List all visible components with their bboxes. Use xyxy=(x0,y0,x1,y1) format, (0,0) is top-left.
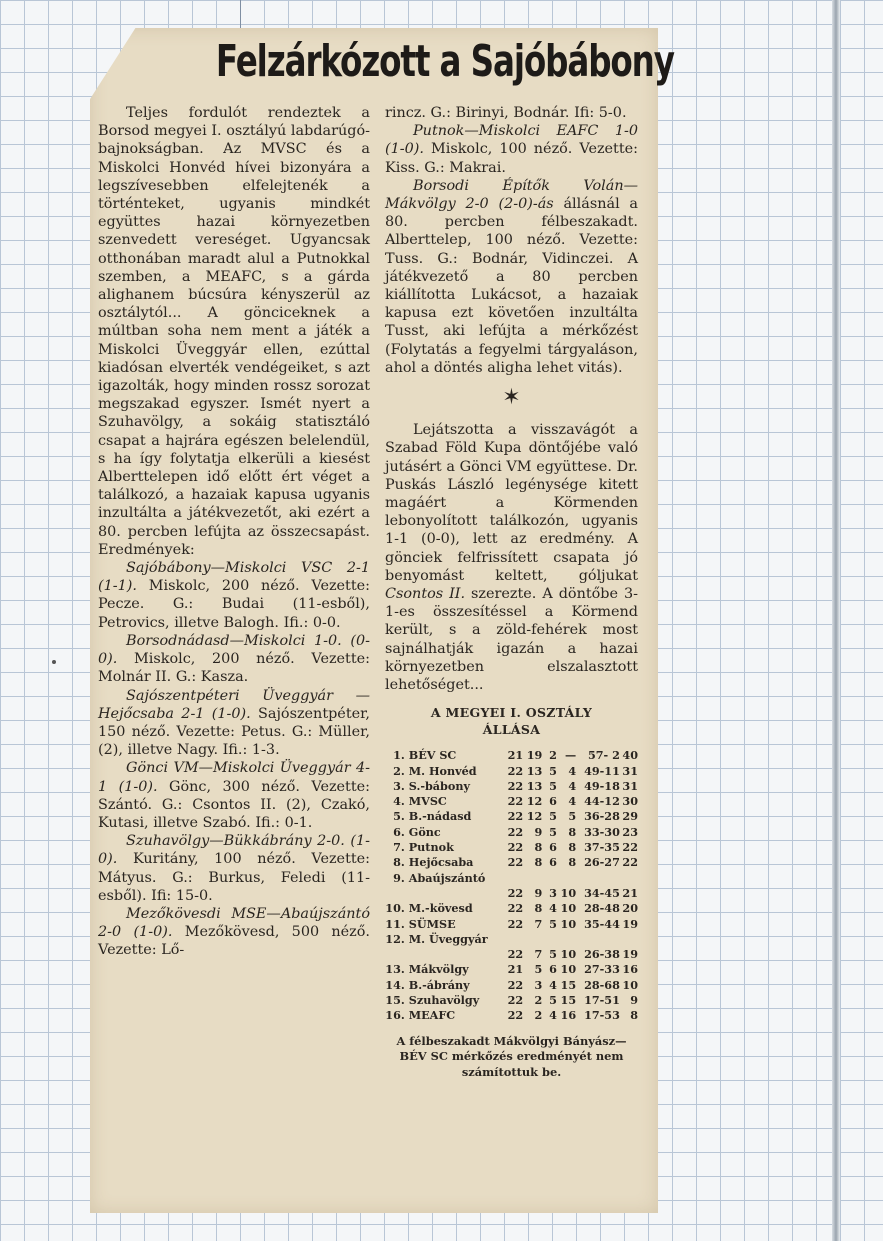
standings-position: 8. xyxy=(393,855,405,870)
standings-goals: 17-51 xyxy=(584,993,620,1008)
standings-goals: 27-33 xyxy=(584,962,620,977)
standings-lost xyxy=(557,871,576,886)
standings-row xyxy=(385,871,638,886)
match-result xyxy=(98,759,370,832)
standings-drawn: 4 xyxy=(549,977,557,992)
standings-table xyxy=(385,748,638,1023)
standings-points: 31 xyxy=(622,763,638,778)
standings-title xyxy=(385,704,638,738)
standings-lost: 8 xyxy=(568,840,577,855)
standings-played: 22 xyxy=(507,901,524,916)
standings-drawn xyxy=(542,871,557,886)
match-title: Putnok—Miskolci EAFC 1-0 (1-0). xyxy=(385,123,638,158)
standings-played: 22 xyxy=(507,794,524,809)
standings-points: 23 xyxy=(622,824,638,839)
cup-story-text-end: szerezte. A döntőbe 3-1-es összesítéssel a Körmend került, s a zöld-fehérek most sajnálhatják igazán a hazai környezetben elszalasztott lehetőséget... xyxy=(385,586,638,694)
match-detail: Miskolc, 100 néző. Vezette: Kiss. G.: Makrai. xyxy=(385,141,638,176)
standings-team: Mákvölgy xyxy=(408,962,469,977)
standings-played: 22 xyxy=(507,947,524,962)
standings-drawn: 5 xyxy=(549,916,557,931)
standings-position: 2. xyxy=(393,763,405,778)
standings-points: 16 xyxy=(622,962,638,977)
standings-lost: 16 xyxy=(560,1008,577,1023)
standings-points: 8 xyxy=(630,1008,638,1023)
standings-won: 8 xyxy=(534,855,543,870)
standings-points: 22 xyxy=(622,840,638,855)
standings-row xyxy=(385,809,638,824)
standings-position xyxy=(385,886,405,901)
standings-row xyxy=(385,794,638,809)
standings-position: 16. xyxy=(385,1008,405,1023)
standings-points: 9 xyxy=(630,993,638,1008)
article-headline: Felzárkózott a Sajóbábony xyxy=(215,36,674,87)
standings-points xyxy=(620,871,638,886)
standings-drawn: 6 xyxy=(549,855,557,870)
standings-goals xyxy=(576,932,620,947)
standings-lost: 4 xyxy=(568,794,577,809)
standings-position: 4. xyxy=(393,794,405,809)
standings-lost: 5 xyxy=(568,809,577,824)
standings-won: 7 xyxy=(534,947,543,962)
standings-lost: 10 xyxy=(560,962,577,977)
standings-goals: 34-45 xyxy=(584,885,620,900)
standings-drawn: 6 xyxy=(549,840,557,855)
standings-goals: 26-38 xyxy=(584,947,620,962)
standings-played: 21 xyxy=(507,748,524,763)
standings-won: 9 xyxy=(534,824,543,839)
standings-won: 5 xyxy=(534,962,543,977)
standings-points: 19 xyxy=(622,916,638,931)
standings-drawn xyxy=(542,932,557,947)
standings-team: B.-nádasd xyxy=(408,809,472,824)
standings-drawn: 6 xyxy=(549,962,557,977)
standings-points: 31 xyxy=(622,778,638,793)
cup-story-text: Lejátszotta a visszavágót a Szabad Föld Kupa döntőjébe való jutásért a Gönci VM együttese. Dr. Puskás László legénysége kitett magáért a Körmenden lebonyolított találkozón, ugyanis 1-1 (0-0), lett az eredmény. A gönciek felfrissített csapata jó benyomást keltett, góljukat xyxy=(385,422,638,584)
match-title: Sajószentpéteri Üveggyár —Hejőcsaba 2-1 (1-0). xyxy=(98,687,370,722)
match-title: Sajóbábony—Miskolci VSC 2-1 (1-1). xyxy=(98,560,370,595)
standings-played: 22 xyxy=(507,855,524,870)
standings-played: 22 xyxy=(507,977,524,992)
standings-played: 21 xyxy=(507,962,524,977)
standings-played xyxy=(504,932,523,947)
match-detail: Miskolc, 200 néző. Vezette: Molnár II. G.: Kasza. xyxy=(98,651,370,686)
standings-drawn: 5 xyxy=(549,947,557,962)
standings-won: 7 xyxy=(534,916,543,931)
standings-row xyxy=(385,1008,638,1023)
standings-row xyxy=(385,932,638,947)
standings-lost: 8 xyxy=(568,824,577,839)
standings-team: Gönc xyxy=(408,824,441,839)
section-separator: ✶ xyxy=(502,385,521,411)
match-detail: Mezőkövesd, 500 néző. Vezette: Lő- xyxy=(98,924,371,959)
standings-team xyxy=(405,886,504,901)
match-result xyxy=(98,687,370,760)
standings-position: 6. xyxy=(393,824,405,839)
standings-team: Putnok xyxy=(408,840,454,855)
standings-lost: 10 xyxy=(560,901,577,916)
match-title: Borsodnádasd—Miskolci 1-0. (0-0). xyxy=(98,632,370,668)
standings-lost: 15 xyxy=(560,977,577,992)
standings-won: 12 xyxy=(526,809,543,824)
standings-row xyxy=(385,962,638,977)
standings-goals: 49-18 xyxy=(584,778,620,793)
standings-goals: 28-68 xyxy=(584,977,620,992)
standings-row xyxy=(385,825,638,840)
standings-won: 2 xyxy=(534,993,543,1008)
standings-points: 40 xyxy=(622,748,638,763)
standings-team: Abaújszántó xyxy=(408,870,486,885)
standings-team: B.-ábrány xyxy=(408,977,470,992)
standings-title-line: A MEGYEI I. OSZTÁLY xyxy=(430,705,593,721)
match-result xyxy=(98,559,370,632)
standings-points: 29 xyxy=(622,809,638,824)
standings-row xyxy=(385,901,638,916)
standings-played: 22 xyxy=(507,885,524,900)
pen-mark xyxy=(240,0,241,30)
standings-position: 5. xyxy=(393,809,405,824)
match-title: Mezőkövesdi MSE—Abaújszántó 2-0 (1-0). xyxy=(98,905,370,941)
standings-team: BÉV SC xyxy=(408,748,457,763)
standings-row xyxy=(385,886,638,901)
standings-drawn: 4 xyxy=(549,901,557,916)
standings-won: 13 xyxy=(526,778,543,793)
standings-lost: 10 xyxy=(560,916,577,931)
standings-lost: 4 xyxy=(568,763,577,778)
standings-goals: 26-27 xyxy=(584,855,620,870)
standings-goals: 44-12 xyxy=(584,794,620,809)
article-left-column xyxy=(98,104,370,960)
standings-footnote: A félbeszakadt Mákvölgyi Bányász—BÉV SC mérkőzés eredményét nem számítottuk be. xyxy=(396,1033,627,1079)
standings-lost: 15 xyxy=(560,993,577,1008)
match-title: Gönci VM—Miskolci Üveggyár 4-1 (1-0). xyxy=(98,760,370,795)
standings-row xyxy=(385,855,638,870)
article-right-column xyxy=(385,104,638,1080)
standings-goals: 17-53 xyxy=(584,1008,620,1023)
standings-goals: 35-44 xyxy=(584,916,620,931)
standings-row xyxy=(385,764,638,779)
standings-played: 22 xyxy=(507,763,524,778)
standings-team xyxy=(405,947,504,962)
standings-row xyxy=(385,779,638,794)
standings-played: 22 xyxy=(507,916,524,931)
standings-lost: 10 xyxy=(560,885,577,900)
standings-row xyxy=(385,748,638,763)
match-detail: Gönc, 300 néző. Vezette: Szántó. G.: Csontos II. (2), Czakó, Kutasi, illetve Szabó. Ifi.: 0-1. xyxy=(98,778,370,831)
standings-played xyxy=(504,871,523,886)
standings-points: 22 xyxy=(622,855,638,870)
article-paragraph: rincz. G.: Birinyi, Bodnár. Ifi: 5-0. xyxy=(385,105,627,121)
match-detail: Sajószentpéter, 150 néző. Vezette: Petus. G.: Müller, (2), illetve Nagy. Ifi.: 1-3. xyxy=(98,705,370,759)
standings-position: 9. xyxy=(393,870,405,885)
standings-row xyxy=(385,978,638,993)
standings-played: 22 xyxy=(507,840,524,855)
match-detail: Kuritány, 100 néző. Vezette: Mátyus. G.: Burkus, Feledi (11-esből). Ifi: 15-0. xyxy=(98,851,370,904)
standings-row xyxy=(385,840,638,855)
standings-goals: 28-48 xyxy=(584,901,620,916)
standings-points xyxy=(620,932,638,947)
standings-position: 15. xyxy=(385,993,405,1008)
match-result xyxy=(98,832,370,905)
match-result xyxy=(385,177,638,377)
standings-lost: 10 xyxy=(560,947,577,962)
match-title: Borsodi Építők Volán— Mákvölgy 2-0 (2-0)-ás xyxy=(385,177,638,213)
standings-points: 19 xyxy=(622,947,638,962)
standings-points: 30 xyxy=(622,794,638,809)
standings-position: 11. xyxy=(385,916,405,931)
standings-played: 22 xyxy=(507,1008,524,1023)
standings-position: 7. xyxy=(393,840,405,855)
standings-row xyxy=(385,947,638,962)
standings-drawn: 5 xyxy=(549,824,557,839)
standings-drawn: 5 xyxy=(549,763,557,778)
standings-team: MEAFC xyxy=(408,1008,456,1023)
standings-won: 19 xyxy=(526,748,543,763)
standings-position: 3. xyxy=(393,778,405,793)
standings-drawn: 2 xyxy=(549,748,557,763)
standings-drawn: 4 xyxy=(549,1008,557,1023)
standings-lost xyxy=(557,932,576,947)
standings-played: 22 xyxy=(507,778,524,793)
standings-played: 22 xyxy=(507,824,524,839)
standings-points: 21 xyxy=(622,885,638,900)
standings-team: MVSC xyxy=(408,794,447,809)
standings-position: 10. xyxy=(385,901,405,916)
standings-goals: 49-11 xyxy=(584,763,620,778)
cup-story xyxy=(385,421,638,694)
standings-won: 2 xyxy=(534,1008,543,1023)
standings-row xyxy=(385,917,638,932)
standings-drawn: 5 xyxy=(549,993,557,1008)
standings-position: 13. xyxy=(385,962,405,977)
standings-lost: 4 xyxy=(568,778,577,793)
standings-team: S.-bábony xyxy=(408,778,470,793)
standings-goals: 57- 2 xyxy=(587,748,620,763)
standings-points: 10 xyxy=(622,977,638,992)
standings-team: M. Honvéd xyxy=(408,763,477,778)
standings-team: SÜMSE xyxy=(408,916,456,931)
standings-team: Szuhavölgy xyxy=(408,993,480,1008)
standings-goals xyxy=(576,871,620,886)
standings-drawn: 3 xyxy=(549,885,557,900)
standings-drawn: 5 xyxy=(549,778,557,793)
standings-drawn: 6 xyxy=(549,794,557,809)
standings-lost: — xyxy=(564,748,577,763)
standings-played: 22 xyxy=(507,809,524,824)
paper-speck xyxy=(52,660,56,664)
standings-drawn: 5 xyxy=(549,809,557,824)
standings-won: 3 xyxy=(534,977,543,992)
standings-team: Hejőcsaba xyxy=(408,855,474,870)
standings-title-line: ÁLLÁSA xyxy=(482,722,541,738)
standings-won: 9 xyxy=(534,885,543,900)
standings-lost: 8 xyxy=(568,855,577,870)
standings-position: 14. xyxy=(385,977,405,992)
standings-position: 1. xyxy=(393,748,405,763)
standings-goals: 37-35 xyxy=(584,840,620,855)
standings-goals: 33-30 xyxy=(584,824,620,839)
match-title: Szuhavölgy—Bükkábrány 2-0. (1-0). xyxy=(98,833,370,868)
standings-won: 12 xyxy=(526,794,543,809)
notebook-page-edge xyxy=(832,0,840,1241)
standings-won: 13 xyxy=(526,763,543,778)
standings-won xyxy=(523,932,542,947)
standings-points: 20 xyxy=(622,901,638,916)
match-detail: állásnál a 80. percben félbeszakadt. Alberttelep, 100 néző. Vezette: Tuss. G.: Bodnár, Vidinczei. A játékvezető a 80 percben kiállította Lukácsot, a hazaiak kapusa ezt követően inzultálta Tusst, aki lefújta a mérkőzést (Folytatás a fegyelmi tárgyaláson, ahol a döntés aligha lehet vitás). xyxy=(385,196,639,376)
standings-goals: 36-28 xyxy=(584,809,620,824)
standings-team: M. Üveggyár xyxy=(408,931,488,946)
standings-position: 12. xyxy=(385,931,405,946)
match-result xyxy=(98,632,370,687)
cup-story-scorer: Csontos II. xyxy=(385,586,466,603)
standings-position xyxy=(385,947,405,962)
standings-played: 22 xyxy=(507,993,524,1008)
match-detail: Miskolc, 200 néző. Vezette: Pecze. G.: Budai (11-esből), Petrovics, illetve Balogh. Ifi.: 0-0. xyxy=(98,578,370,631)
match-result xyxy=(98,905,370,960)
results-continued xyxy=(385,104,638,377)
standings-won: 8 xyxy=(534,840,543,855)
article-paragraph: Teljes fordulót rendeztek a Borsod megyei I. osztályú labdarúgó-bajnokságban. Az MVSC és a Miskolci Honvéd hívei bizonyára a legszívesebben elfelejtenék a történteket, ugyanis mindkét együttes hazai környezetben szenvedett vereséget. Ugyancsak otthonában maradt alul a Putnokkal szemben, a MEAFC, s a gárda alighanem búcsúra kényszerül az osztálytól... A gönciceknek a múltban soha nem ment a játék a Miskolci Üveggyár ellen, ezúttal kiadósan elverték vendégeiket, s azt igazolták, hogy minden rossz sorozat megszakad egyszer. Ismét nyert a Szuhavölgy, a sokáig statisztáló csapat a hajrára egészen belelendül, s ha így folytatja elkerüli a kiesést Alberttelepen idő előtt ért véget a találkozó, a hazaiak kapusa ugyanis inzultálta a játékvezetőt, aki ezért a 80. percben lefújta az összecsapást. Eredmények: xyxy=(98,105,370,558)
match-result xyxy=(385,122,638,177)
standings-team: M.-kövesd xyxy=(408,901,473,916)
standings-won: 8 xyxy=(534,901,543,916)
standings-row xyxy=(385,993,638,1008)
standings-won xyxy=(523,871,542,886)
